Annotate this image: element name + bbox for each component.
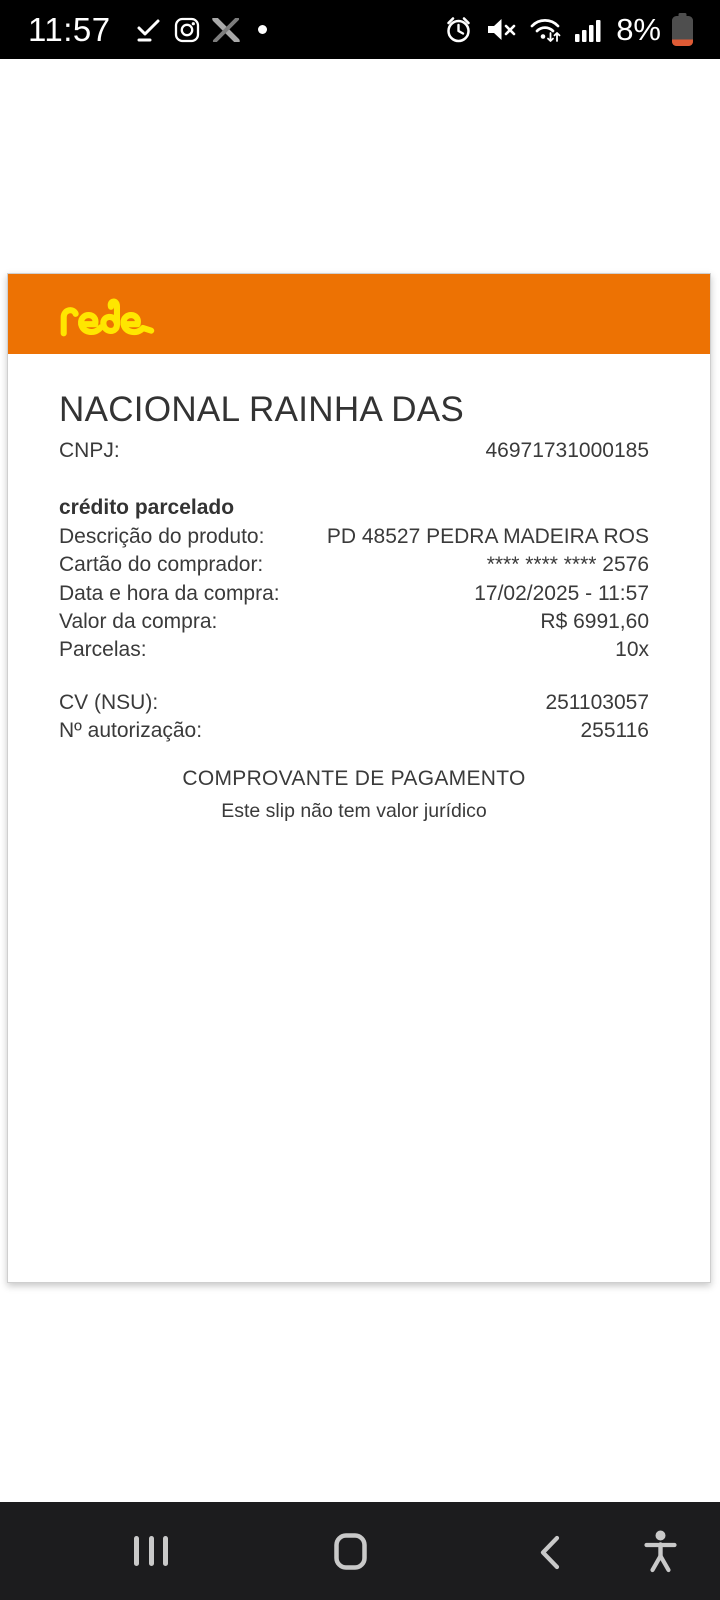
- detail-value: 10x: [615, 638, 649, 662]
- detail-label: Valor da compra:: [59, 610, 218, 634]
- rede-logo: [55, 294, 155, 338]
- detail-label: Data e hora da compra:: [59, 581, 280, 605]
- detail-label: Parcelas:: [59, 638, 147, 662]
- wifi-arrows-icon: [529, 15, 563, 45]
- proof-of-payment-title: COMPROVANTE DE PAGAMENTO: [182, 766, 526, 790]
- recents-icon: [134, 1536, 139, 1566]
- merchant-name: NACIONAL RAINHA DAS: [59, 390, 465, 429]
- tx-row-auth: [59, 717, 649, 745]
- detail-label: Cartão do comprador:: [59, 553, 264, 577]
- navigation-bar: [0, 1502, 720, 1600]
- transaction-block: [59, 689, 649, 746]
- detail-label: Descrição do produto:: [59, 524, 265, 548]
- detail-row-installments: [59, 636, 649, 664]
- back-icon: [537, 1535, 562, 1570]
- legal-note: Este slip não tem valor jurídico: [221, 799, 487, 822]
- payment-type: crédito parcelado: [59, 496, 235, 520]
- home-button[interactable]: [334, 1533, 367, 1570]
- tx-value: 251103057: [545, 690, 649, 714]
- home-icon: [334, 1533, 367, 1570]
- recents-button[interactable]: [134, 1536, 168, 1566]
- tx-label: CV (NSU):: [59, 690, 159, 714]
- detail-value: 17/02/2025 - 11:57: [474, 581, 649, 605]
- detail-value: R$ 6991,60: [540, 610, 649, 634]
- accessibility-icon: [642, 1530, 679, 1573]
- status-bar-right: [437, 12, 700, 48]
- detail-row-card: [59, 551, 649, 579]
- accessibility-button[interactable]: [642, 1530, 679, 1573]
- tx-value: 255116: [580, 719, 649, 743]
- detail-row-datetime: [59, 580, 649, 608]
- battery-low-icon: [671, 13, 694, 46]
- detail-value: PD 48527 PEDRA MADEIRA ROS: [326, 524, 649, 548]
- download-check-icon: [135, 16, 162, 43]
- detail-row-amount: [59, 608, 649, 636]
- status-bar: [0, 0, 720, 59]
- alarm-icon: [443, 14, 474, 45]
- cnpj-value: 46971731000185: [485, 439, 649, 462]
- mute-icon: [486, 16, 517, 43]
- back-button[interactable]: [537, 1535, 562, 1570]
- signal-bars-icon: [575, 18, 602, 42]
- clock-time: 11:57: [28, 10, 111, 48]
- tx-label: Nº autorização:: [59, 719, 203, 743]
- x-app-icon: [212, 18, 240, 42]
- battery-percent: 8%: [616, 11, 661, 47]
- cnpj-label: CNPJ:: [59, 439, 120, 462]
- tx-row-nsu: [59, 689, 649, 717]
- cnpj-row: [59, 437, 649, 465]
- receipt-body: [8, 354, 710, 823]
- detail-row-product: [59, 523, 649, 551]
- detail-value: **** **** **** 2576: [486, 553, 649, 577]
- brand-header: [8, 274, 710, 354]
- receipt-document: [7, 273, 711, 1283]
- notification-dot-icon: [258, 25, 267, 34]
- instagram-icon: [174, 17, 200, 43]
